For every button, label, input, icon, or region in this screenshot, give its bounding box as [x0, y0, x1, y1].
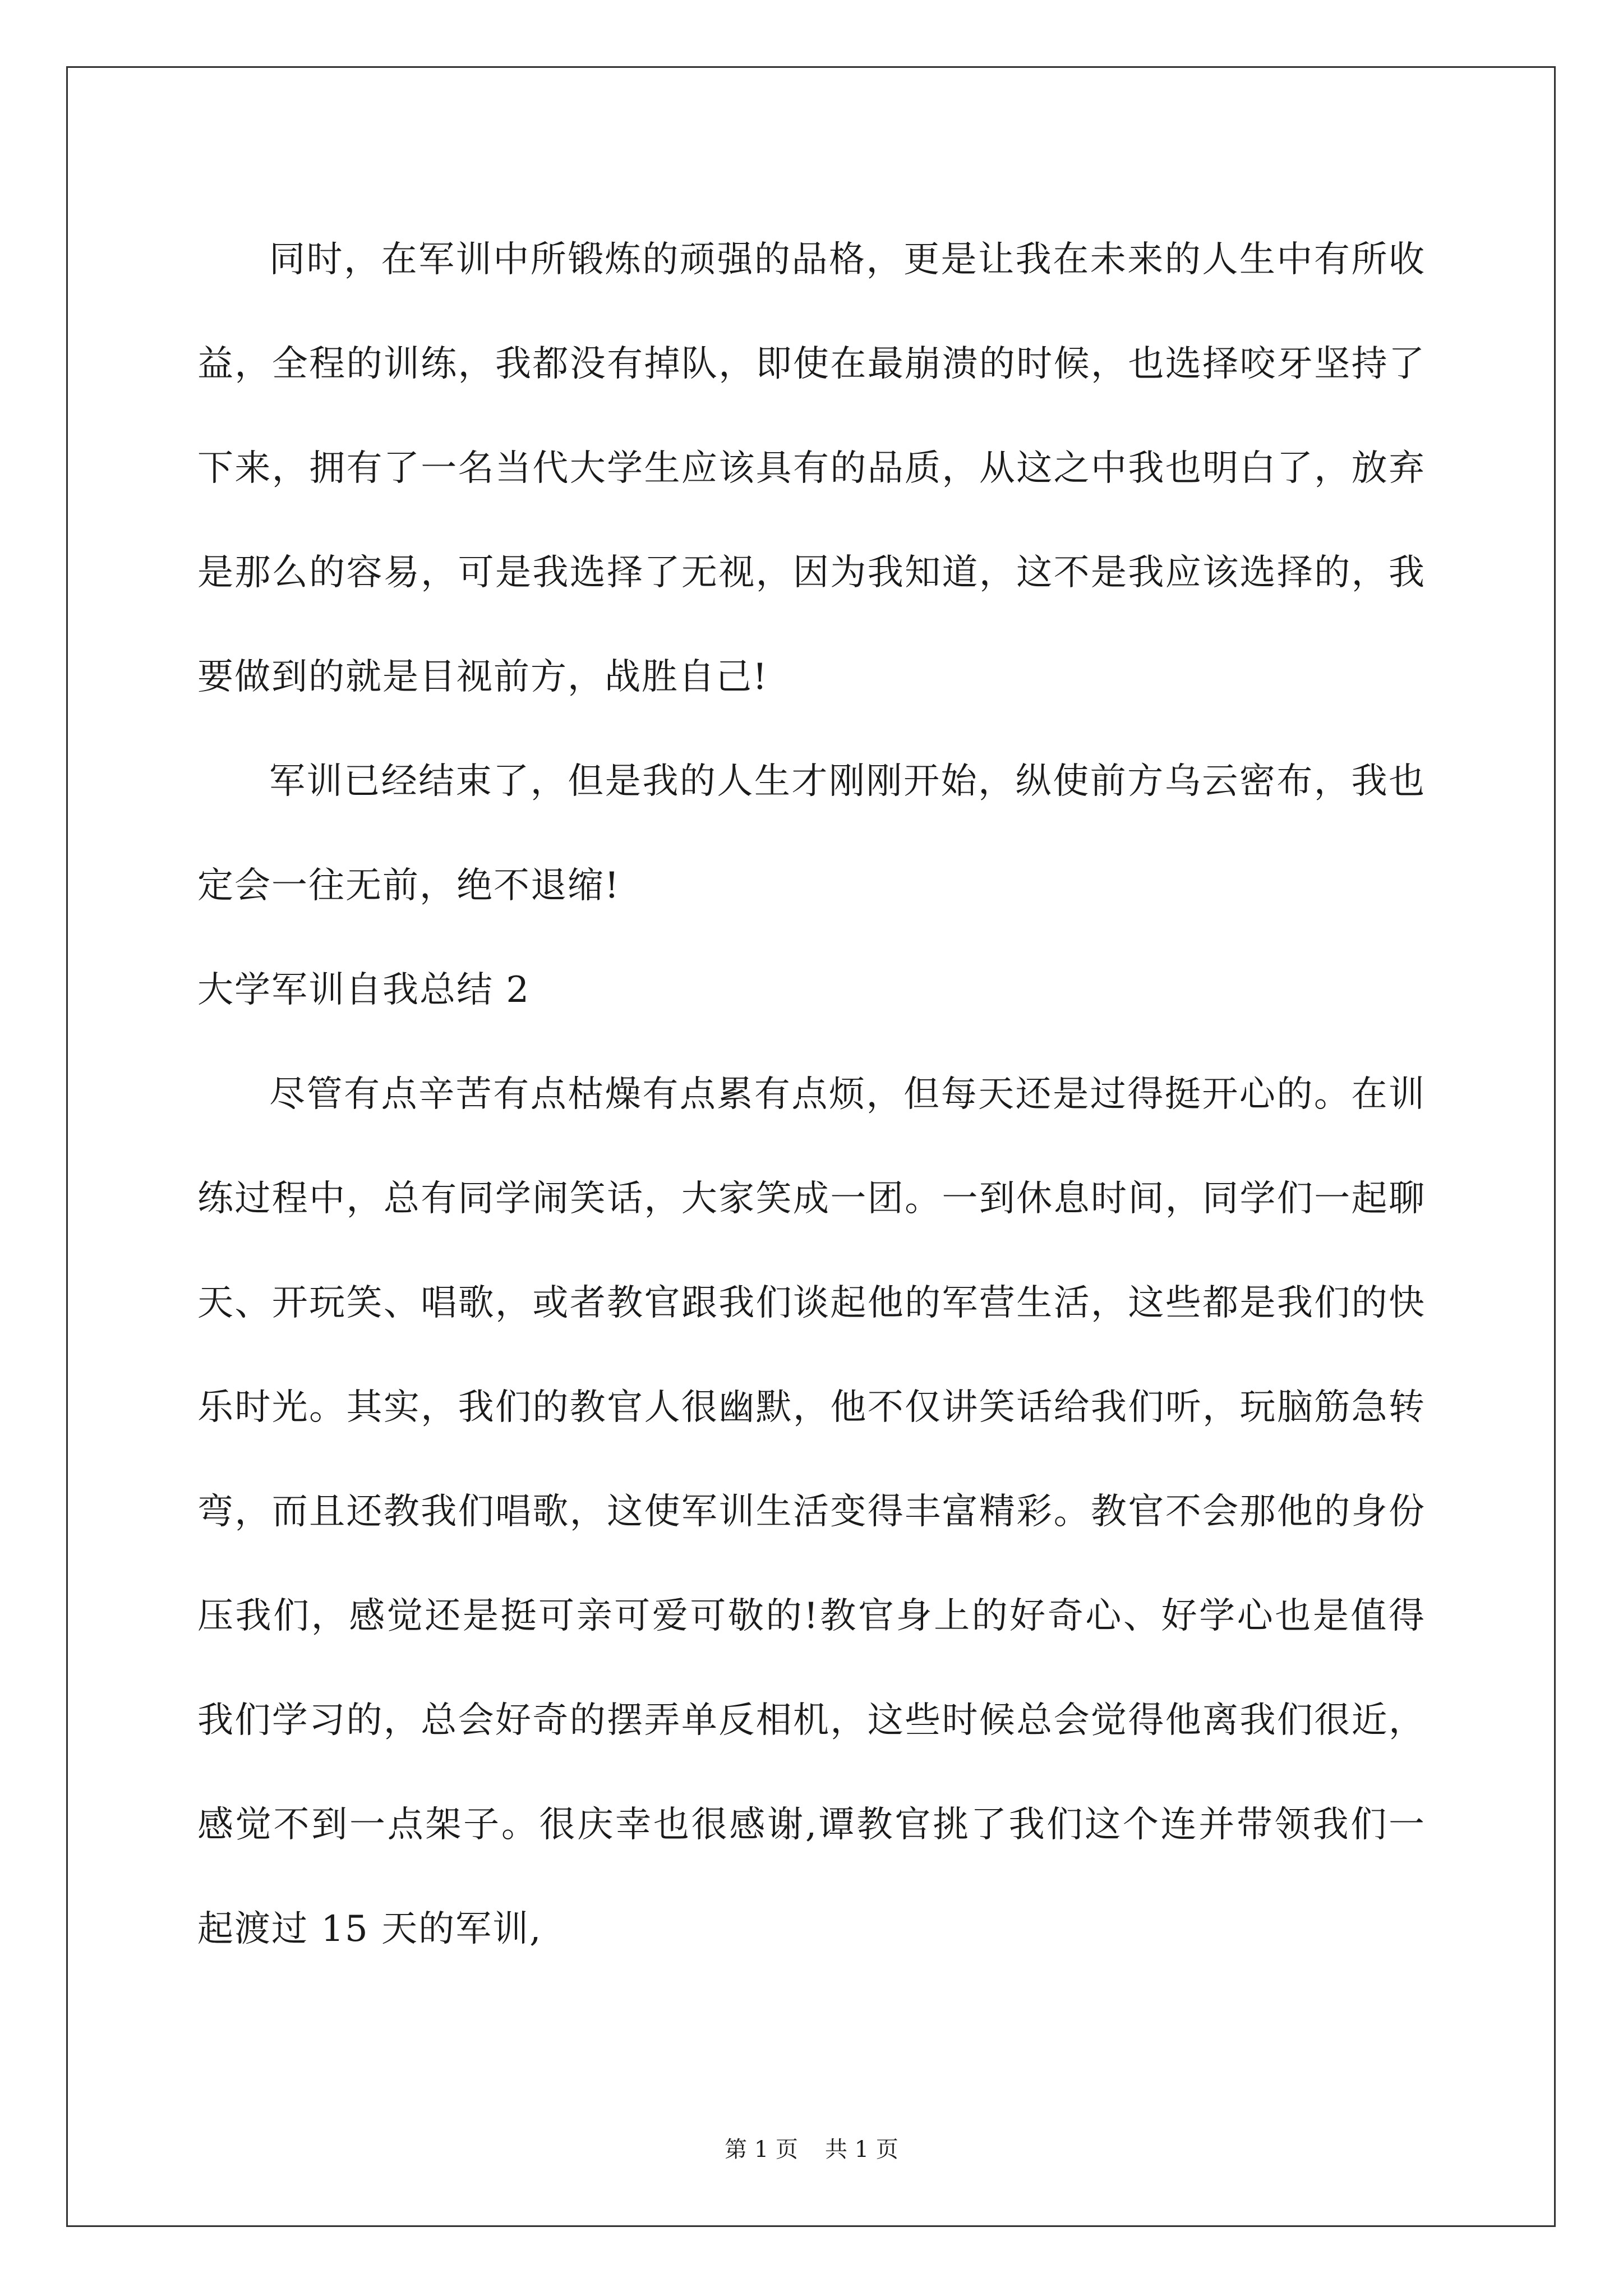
page-total: 共 1 页	[825, 2137, 898, 2162]
paragraph-perseverance: 同时，在军训中所锻炼的顽强的品格，更是让我在未来的人生中有所收益，全程的训练，我都没有掉队，即使在最崩溃的时候，也选择咬牙坚持了下来，拥有了一名当代大学生应该具有的品质，从这之中我也明白了，放弃是那么的容易，可是我选择了无视，因为我知道，这不是我应该选择的，我要做到的就是目视前方，战胜自己!	[197, 239, 1426, 698]
section-heading: 大学军训自我总结 2	[197, 969, 531, 1011]
page-number: 第 1 页	[725, 2137, 798, 2162]
document-body	[197, 208, 1426, 1981]
paragraph-training-life: 尽管有点辛苦有点枯燥有点累有点烦，但每天还是过得挺开心的。在训练过程中，总有同学闹笑话，大家笑成一团。一到休息时间，同学们一起聊天、开玩笑、唱歌，或者教官跟我们谈起他的军营生活，这些都是我们的快乐时光。其实，我们的教官人很幽默，他不仅讲笑话给我们听，玩脑筋急转弯，而且还教我们唱歌，这使军训生活变得丰富精彩。教官不会那他的身份压我们，感觉还是挺可亲可爱可敬的!教官身上的好奇心、好学心也是值得我们学习的，总会好奇的摆弄单反相机，这些时候总会觉得他离我们很近，感觉不到一点架子。很庆幸也很感谢,谭教官挑了我们这个连并带领我们一起渡过 15 天的军训,	[197, 1074, 1426, 1950]
page-footer	[0, 2132, 1623, 2164]
paragraph-conclusion: 军训已经结束了，但是我的人生才刚刚开始，纵使前方乌云密布，我也定会一往无前，绝不退缩!	[197, 761, 1426, 907]
